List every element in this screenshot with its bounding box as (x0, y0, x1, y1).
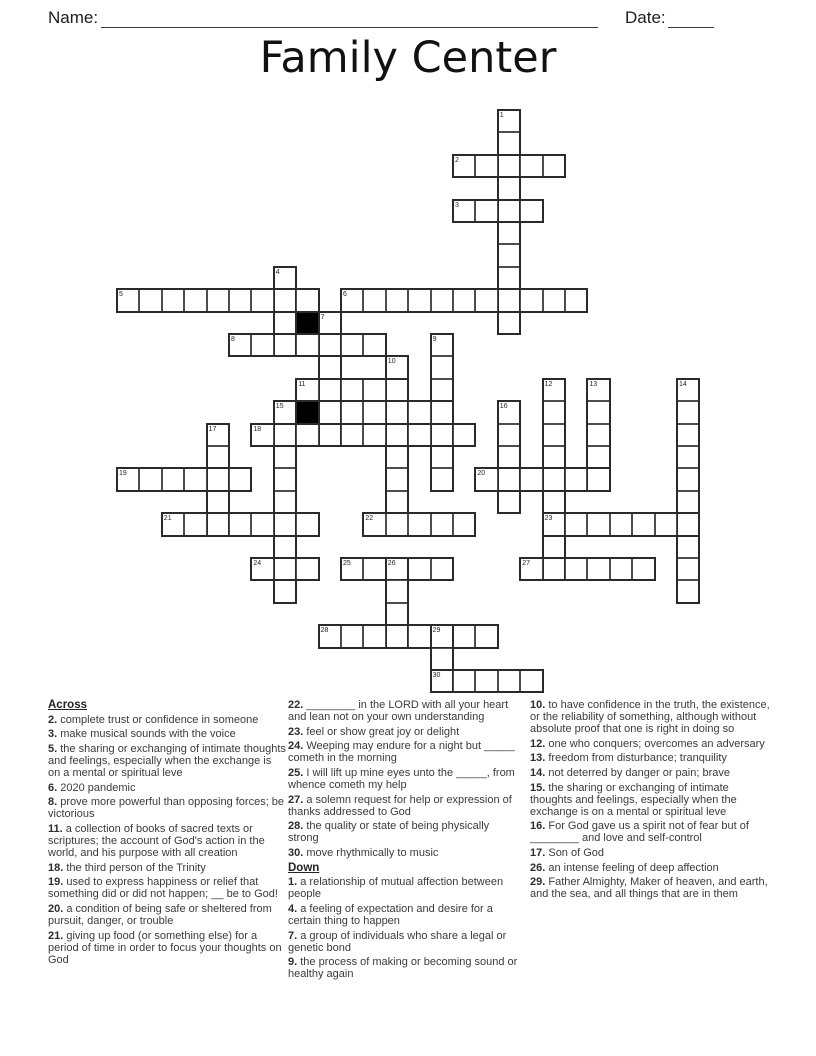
grid-cell[interactable] (274, 468, 296, 490)
grid-cell[interactable] (207, 513, 229, 535)
clue-18: 18. the third person of the Trinity (48, 861, 206, 874)
black-cell (296, 401, 318, 423)
grid-cell[interactable] (341, 625, 363, 647)
grid-cell[interactable] (139, 289, 161, 311)
grid-cell[interactable] (498, 446, 520, 468)
clue-11: 11. a collection of books of sacred texts or scriptures; the account of God's action in the world, and his purpose with all creation (48, 822, 265, 860)
puzzle-title: Family Center (259, 33, 557, 83)
cell-number: 17 (208, 425, 217, 433)
grid-cell[interactable] (453, 670, 475, 692)
grid-cell[interactable] (251, 513, 273, 535)
grid-cell[interactable] (475, 289, 497, 311)
grid-cell[interactable] (184, 289, 206, 311)
grid-cell[interactable] (587, 558, 609, 580)
grid-cell[interactable] (610, 513, 632, 535)
grid-cell[interactable] (498, 132, 520, 154)
clue-13: 13. freedom from disturbance; tranquility (530, 752, 727, 765)
grid-cell[interactable] (274, 312, 296, 334)
grid-cell[interactable] (229, 289, 251, 311)
grid-cell[interactable] (139, 468, 161, 490)
cell-number: 13 (589, 380, 598, 388)
grid-cell[interactable] (498, 289, 520, 311)
clue-23: 23. feel or show great joy or delight (288, 725, 460, 738)
clue-10: 10. to have confidence in the truth, the existence, or the reliability of something, although without absolute proof that one is right in doing so (530, 699, 770, 736)
clue-2: 2. complete trust or confidence in someone (48, 713, 259, 726)
grid-cell[interactable] (431, 558, 453, 580)
grid-cell[interactable] (251, 289, 273, 311)
grid-cell[interactable] (386, 513, 408, 535)
clue-15: 15. the sharing or exchanging of intimate thoughts and feelings, especially when the exchange is on a mental or spiritual leve (530, 781, 737, 818)
grid-cell[interactable] (431, 468, 453, 490)
clue-12: 12. one who conquers; overcomes an adversary (530, 737, 765, 750)
grid-cell[interactable] (610, 558, 632, 580)
grid-cell[interactable] (341, 424, 363, 446)
cell-number: 4 (275, 268, 280, 276)
down-clues-header: Down (288, 861, 320, 874)
grid-cell[interactable] (677, 401, 699, 423)
cell-number: 24 (253, 560, 262, 567)
grid-cell[interactable] (453, 289, 475, 311)
grid-cell[interactable] (677, 424, 699, 446)
grid-cell[interactable] (543, 468, 565, 490)
grid-cell[interactable] (475, 625, 497, 647)
grid-cell[interactable] (207, 446, 229, 468)
grid-cell[interactable] (207, 468, 229, 490)
grid-cell[interactable] (386, 379, 408, 401)
cell-number: 10 (387, 358, 396, 366)
grid-cell[interactable] (520, 289, 542, 311)
clue-8: 8. prove more powerful than opposing forces; be victorious (48, 796, 285, 821)
grid-cell[interactable] (587, 468, 609, 490)
grid-cell[interactable] (274, 513, 296, 535)
cell-number: 20 (477, 470, 486, 478)
grid-cell[interactable] (587, 424, 609, 446)
clue-25: 25. I will lift up mine eyes unto the _____, from whence cometh my help (288, 766, 515, 792)
clue-5: 5. the sharing or exchanging of intimate thoughts and feelings, especially when the exchange is on a mental or spiritual leve (48, 742, 286, 779)
grid-cell[interactable] (296, 289, 318, 311)
grid-cell[interactable] (655, 513, 677, 535)
cell-number: 11 (298, 380, 306, 388)
grid-cell[interactable] (363, 558, 385, 580)
grid-cell[interactable] (229, 468, 251, 490)
cell-number: 14 (679, 380, 687, 388)
grid-cell[interactable] (543, 155, 565, 177)
grid-cell[interactable] (386, 625, 408, 647)
grid-cell[interactable] (162, 289, 184, 311)
grid-cell[interactable] (677, 558, 699, 580)
clue-24: 24. Weeping may endure for a night but _____ cometh in the morning (288, 740, 515, 765)
clue-4: 4. a feeling of expectation and desire for a certain thing to happen (288, 902, 493, 927)
cell-number: 3 (455, 201, 459, 209)
clue-14: 14. not deterred by danger or pain; brave (530, 766, 730, 779)
grid-cell[interactable] (431, 401, 453, 423)
clue-9: 9. the process of making or becoming sound or healthy again (288, 956, 518, 981)
clue-28: 28. the quality or state of being physically strong (288, 820, 490, 845)
grid-cell[interactable] (408, 558, 430, 580)
grid-cell[interactable] (677, 513, 699, 535)
grid-cell[interactable] (408, 424, 430, 446)
clue-26: 26. an intense feeling of deep affection (530, 861, 719, 874)
grid-cell[interactable] (677, 446, 699, 468)
grid-cell[interactable] (341, 334, 363, 356)
cell-number: 15 (275, 403, 284, 411)
clue-7: 7. a group of individuals who share a legal or genetic bond (288, 929, 507, 954)
grid-cell[interactable] (565, 289, 587, 311)
cell-number: 9 (432, 336, 437, 343)
grid-cell[interactable] (543, 424, 565, 446)
clue-column-2 (288, 699, 520, 983)
grid-cell[interactable] (498, 200, 520, 222)
cell-number: 30 (432, 672, 441, 679)
grid-cell[interactable] (363, 625, 385, 647)
grid-cell[interactable] (431, 424, 453, 446)
grid-cell[interactable] (431, 289, 453, 311)
clue-27: 27. a solemn request for help or expression of thanks addressed to God (288, 793, 512, 818)
grid-cell[interactable] (408, 625, 430, 647)
grid-cell[interactable] (274, 558, 296, 580)
grid-cell[interactable] (386, 603, 408, 625)
name-label: Name: (48, 8, 99, 27)
cell-number: 29 (432, 627, 441, 635)
clue-29: 29. Father Almighty, Maker of heaven, and earth, and the sea, and all things that are in them (530, 876, 768, 901)
grid-cell[interactable] (274, 334, 296, 356)
grid-cell[interactable] (386, 580, 408, 602)
grid-cell[interactable] (408, 289, 430, 311)
grid-cell[interactable] (386, 289, 408, 311)
grid-cell[interactable] (363, 401, 385, 423)
grid-cell[interactable] (498, 468, 520, 490)
grid-cell[interactable] (207, 491, 229, 513)
grid-cell[interactable] (274, 446, 296, 468)
grid-cell[interactable] (587, 513, 609, 535)
grid-cell[interactable] (184, 468, 206, 490)
cell-number: 22 (365, 515, 374, 523)
grid-cell[interactable] (565, 513, 587, 535)
cell-number: 25 (343, 560, 351, 567)
clue-21: 21. giving up food (or something else) for a period of time in order to focus your thoughts on God (48, 929, 282, 966)
cell-number: 23 (544, 515, 553, 523)
cell-number: 27 (522, 560, 530, 567)
cell-number: 8 (231, 336, 235, 343)
grid-cell[interactable] (453, 424, 475, 446)
grid-cell[interactable] (565, 558, 587, 580)
grid-cell[interactable] (162, 468, 184, 490)
grid-cell[interactable] (274, 289, 296, 311)
grid-cell[interactable] (453, 513, 475, 535)
grid-cell[interactable] (319, 356, 341, 378)
grid-cell[interactable] (274, 491, 296, 513)
grid-cell[interactable] (386, 401, 408, 423)
across-clues-header: Across (48, 699, 87, 711)
cell-number: 6 (343, 291, 347, 299)
cell-number: 19 (119, 470, 127, 478)
grid-cell[interactable] (319, 401, 341, 423)
grid-cell[interactable] (498, 177, 520, 199)
grid-cell[interactable] (498, 222, 520, 244)
grid-cell[interactable] (431, 356, 453, 378)
grid-cell[interactable] (543, 558, 565, 580)
grid-cell[interactable] (498, 244, 520, 266)
grid-cell[interactable] (431, 379, 453, 401)
clue-19: 19. used to express happiness or relief that something did or did not happen; __ be to God! (48, 876, 278, 901)
cell-number: 28 (320, 627, 329, 635)
grid-cell[interactable] (319, 379, 341, 401)
grid-cell[interactable] (341, 401, 363, 423)
grid-cell[interactable] (453, 625, 475, 647)
grid-cell[interactable] (296, 513, 318, 535)
grid-cell[interactable] (296, 424, 318, 446)
cell-number: 5 (119, 291, 123, 299)
clue-6: 6. 2020 pandemic (48, 781, 136, 794)
clue-20: 20. a condition of being safe or sheltered from pursuit, danger, or trouble (48, 902, 272, 927)
grid-cell[interactable] (498, 155, 520, 177)
grid-cell[interactable] (207, 289, 229, 311)
grid-cell[interactable] (543, 536, 565, 558)
clue-17: 17. Son of God (530, 847, 605, 860)
cell-number: 18 (253, 425, 262, 433)
grid-cell[interactable] (386, 424, 408, 446)
grid-cell[interactable] (386, 468, 408, 490)
grid-cell[interactable] (677, 580, 699, 602)
grid-cell[interactable] (363, 379, 385, 401)
clue-column-3 (530, 699, 770, 903)
grid-cell[interactable] (565, 468, 587, 490)
grid-cell[interactable] (520, 670, 542, 692)
grid-cell[interactable] (363, 424, 385, 446)
grid-cell[interactable] (520, 468, 542, 490)
clue-3: 3. make musical sounds with the voice (48, 728, 236, 741)
grid-cell[interactable] (587, 401, 609, 423)
grid-cell[interactable] (274, 424, 296, 446)
grid-cell[interactable] (543, 401, 565, 423)
grid-cell[interactable] (386, 446, 408, 468)
grid-cell[interactable] (431, 648, 453, 670)
grid-cell[interactable] (296, 334, 318, 356)
clue-1: 1. a relationship of mutual affection between people (288, 876, 504, 901)
clue-22: 22. ________ in the LORD with all your heart and lean not on your own understanding (288, 699, 509, 724)
grid-cell[interactable] (386, 491, 408, 513)
grid-cell[interactable] (632, 558, 654, 580)
grid-cell[interactable] (319, 334, 341, 356)
grid-cell[interactable] (475, 155, 497, 177)
grid-cell[interactable] (296, 558, 318, 580)
grid-cell[interactable] (498, 312, 520, 334)
date-label: Date: (625, 8, 666, 27)
grid-cell[interactable] (498, 424, 520, 446)
grid-cell[interactable] (431, 513, 453, 535)
cell-number: 16 (499, 403, 508, 411)
cell-number: 21 (163, 515, 172, 523)
grid-cell[interactable] (520, 200, 542, 222)
clue-column-1 (48, 699, 286, 968)
grid-cell[interactable] (319, 424, 341, 446)
grid-cell[interactable] (229, 513, 251, 535)
grid-cell[interactable] (363, 289, 385, 311)
grid-cell[interactable] (677, 491, 699, 513)
cell-number: 26 (387, 560, 396, 567)
grid-cell[interactable] (274, 536, 296, 558)
clue-30: 30. move rhythmically to music (288, 847, 439, 860)
grid-cell[interactable] (632, 513, 654, 535)
clue-16: 16. For God gave us a spirit not of fear but of ________ and love and self-control (530, 820, 749, 845)
cell-number: 1 (499, 112, 504, 119)
grid-cell[interactable] (587, 446, 609, 468)
grid-cell[interactable] (498, 491, 520, 513)
grid-cell[interactable] (431, 446, 453, 468)
grid-cell[interactable] (408, 401, 430, 423)
grid-cell[interactable] (363, 334, 385, 356)
cell-number: 12 (544, 380, 553, 388)
grid-cell[interactable] (274, 580, 296, 602)
grid-cell[interactable] (251, 334, 273, 356)
grid-cell[interactable] (475, 200, 497, 222)
grid-cell[interactable] (184, 513, 206, 535)
grid-cell[interactable] (520, 155, 542, 177)
grid-cell[interactable] (341, 379, 363, 401)
grid-cell[interactable] (677, 468, 699, 490)
grid-cell[interactable] (543, 289, 565, 311)
grid-cell[interactable] (543, 491, 565, 513)
black-cell (296, 312, 318, 334)
grid-cell[interactable] (498, 670, 520, 692)
grid-cell[interactable] (677, 536, 699, 558)
grid-cell[interactable] (408, 513, 430, 535)
cell-number: 7 (320, 313, 325, 321)
cell-number: 2 (455, 156, 459, 164)
grid-cell[interactable] (543, 446, 565, 468)
grid-cell[interactable] (475, 670, 497, 692)
grid-cell[interactable] (498, 267, 520, 289)
